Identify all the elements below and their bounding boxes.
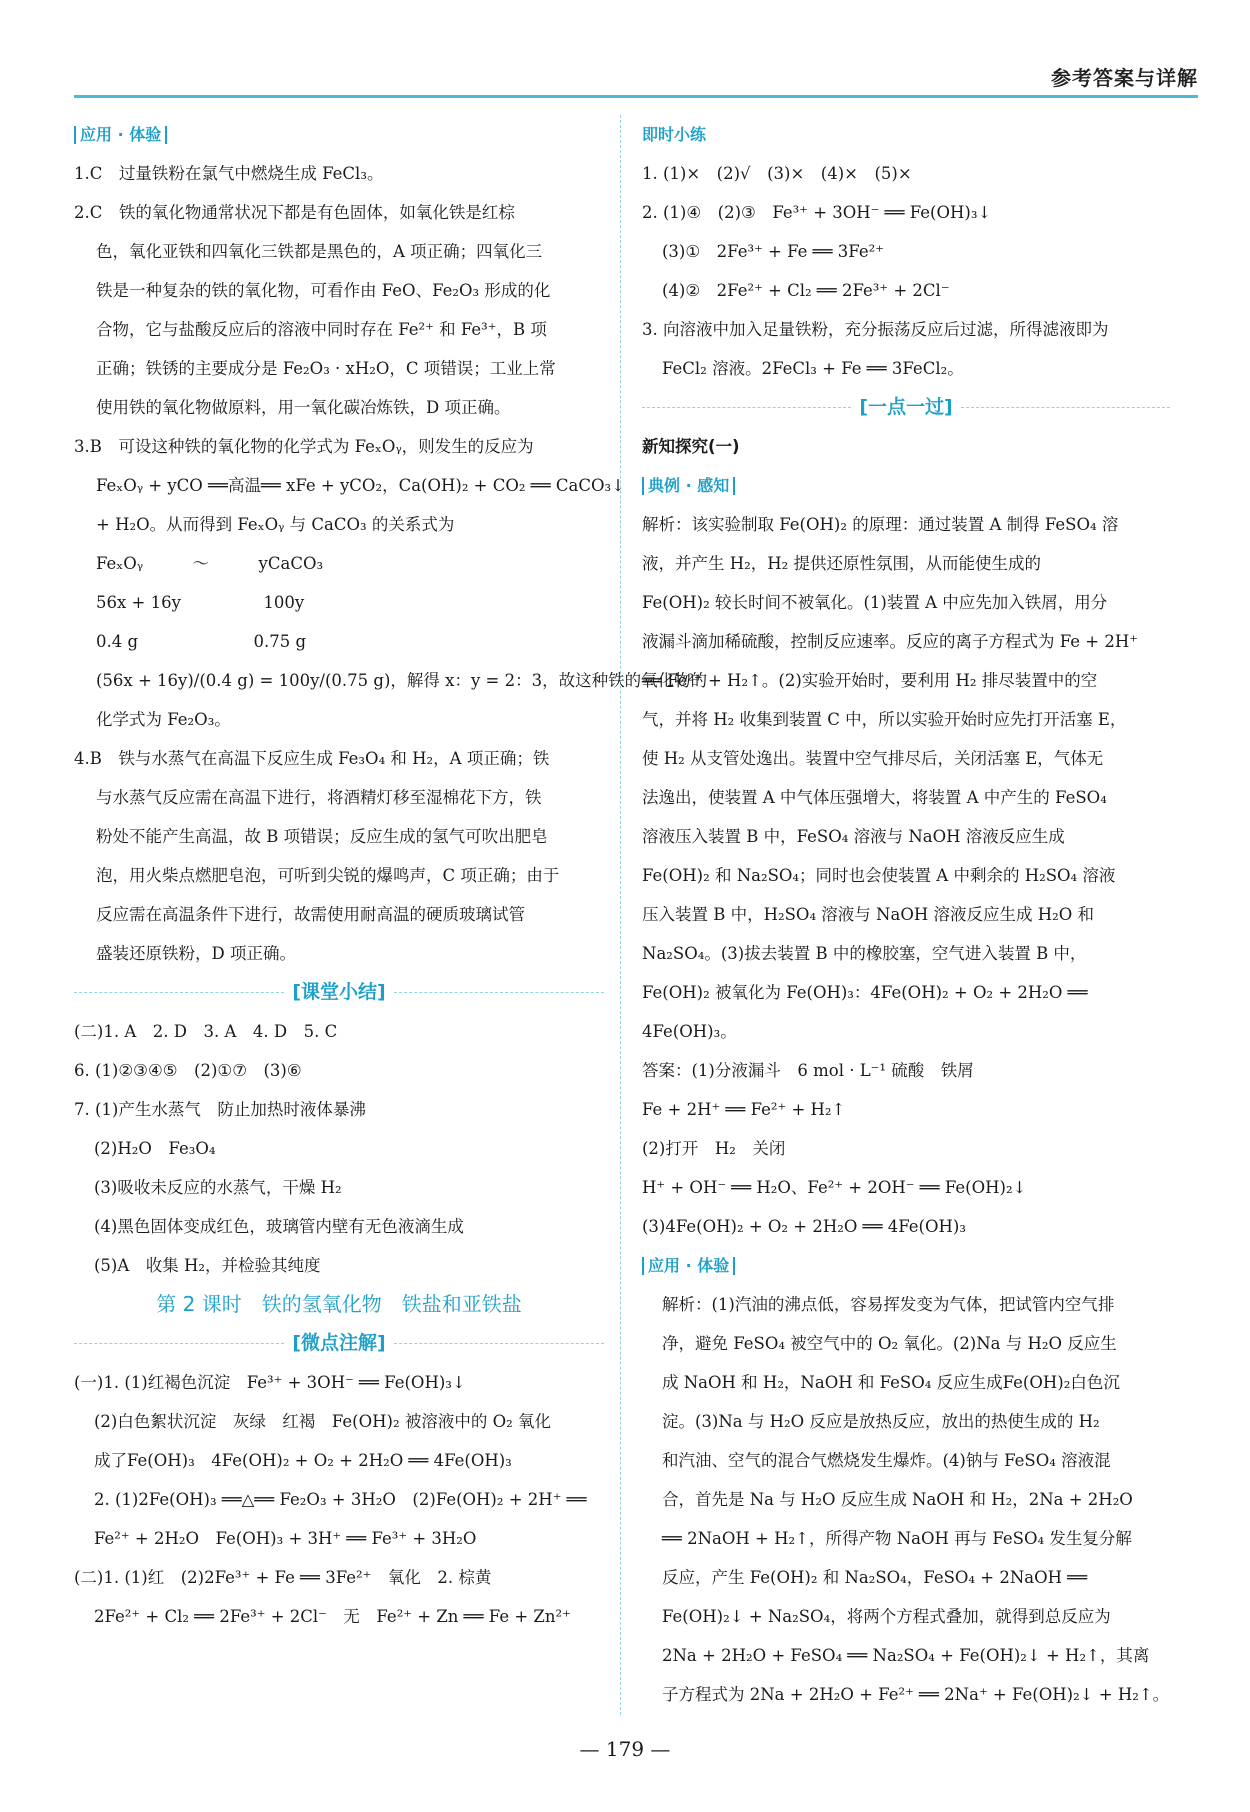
answer-line: Fe(OH)₂ 被氧化为 Fe(OH)₃：4Fe(OH)₂ + O₂ + 2H₂O ══ <box>642 983 1088 1002</box>
answer-line: H⁺ + OH⁻ ══ H₂O、Fe²⁺ + 2OH⁻ ══ Fe(OH)₂↓ <box>642 1178 1027 1197</box>
answer-line: 反应需在高温条件下进行，故需使用耐高温的硬质玻璃试管 <box>96 905 525 924</box>
answer-line: ══ Fe²⁺ + H₂↑。(2)实验开始时，要利用 H₂ 排尽装置中的空 <box>642 671 1098 690</box>
answer-line: FeCl₂ 溶液。2FeCl₃ + Fe ══ 3FeCl₂。 <box>662 359 964 378</box>
answer-line: 法逸出，使装置 A 中气体压强增大，将装置 A 中产生的 FeSO₄ <box>642 788 1107 807</box>
answer-line: 净，避免 FeSO₄ 被空气中的 O₂ 氧化。(2)Na 与 H₂O 反应生 <box>662 1334 1117 1353</box>
answer-line: 和汽油、空气的混合气燃烧发生爆炸。(4)钠与 FeSO₄ 溶液混 <box>662 1451 1111 1470</box>
answer-line: 化学式为 Fe₂O₃。 <box>96 710 231 729</box>
answer-line: 1.C 过量铁粉在氯气中燃烧生成 FeCl₃。 <box>74 164 384 183</box>
answer-line: Fe(OH)₂ 较长时间不被氧化。(1)装置 A 中应先加入铁屑，用分 <box>642 593 1108 612</box>
answer-line: 淀。(3)Na 与 H₂O 反应是放热反应，放出的热使生成的 H₂ <box>662 1412 1100 1431</box>
answer-line: + H₂O。从而得到 FeₓOᵧ 与 CaCO₃ 的关系式为 <box>96 515 455 534</box>
header-rule <box>74 95 1198 98</box>
answer-line: (3)4Fe(OH)₂ + O₂ + 2H₂O ══ 4Fe(OH)₃ <box>642 1217 966 1236</box>
answer-line: 液，并产生 H₂，H₂ 提供还原性氛围，从而能使生成的 <box>642 554 1041 573</box>
answer-line: 气，并将 H₂ 收集到装置 C 中，所以实验开始时应先打开活塞 E， <box>642 710 1127 729</box>
answer-line: Fe²⁺ + 2H₂O Fe(OH)₃ + 3H⁺ ══ Fe³⁺ + 3H₂O <box>94 1529 477 1548</box>
answer-line: (二)1. (1)红 (2)2Fe³⁺ + Fe ══ 3Fe²⁺ 氧化 2. 棕黄 <box>74 1568 492 1587</box>
answer-line: 解析：该实验制取 Fe(OH)₂ 的原理：通过装置 A 制得 FeSO₄ 溶 <box>642 515 1119 534</box>
section-tag-label: 应用 · 体验 <box>74 126 167 144</box>
answer-line: (2)白色絮状沉淀 灰绿 红褐 Fe(OH)₂ 被溶液中的 O₂ 氧化 <box>94 1412 551 1431</box>
answer-line: 4.B 铁与水蒸气在高温下反应生成 Fe₃O₄ 和 H₂，A 项正确；铁 <box>74 749 550 768</box>
page-header-title: 参考答案与详解 <box>1051 66 1198 90</box>
section-tag <box>642 466 1170 505</box>
answer-line: FeₓOᵧ ～ yCaCO₃ <box>96 554 324 573</box>
answer-line: (二)1. A 2. D 3. A 4. D 5. C <box>74 1022 338 1041</box>
answer-line: 答案：(1)分液漏斗 6 mol · L⁻¹ 硫酸 铁屑 <box>642 1061 974 1080</box>
answer-line: (一)1. (1)红褐色沉淀 Fe³⁺ + 3OH⁻ ══ Fe(OH)₃↓ <box>74 1373 466 1392</box>
answer-line: 3. 向溶液中加入足量铁粉，充分振荡反应后过滤，所得滤液即为 <box>642 320 1109 339</box>
section-heading <box>74 973 604 1012</box>
answer-line: 2.C 铁的氧化物通常状况下都是有色固体，如氧化铁是红棕 <box>74 203 515 222</box>
answer-line: FeₓOᵧ + yCO ══高温══ xFe + yCO₂，Ca(OH)₂ + CO₂ ══ CaCO₃↓ <box>96 476 625 495</box>
answer-line: 盛装还原铁粉，D 项正确。 <box>96 944 296 963</box>
answer-line: Fe + 2H⁺ ══ Fe²⁺ + H₂↑ <box>642 1100 846 1119</box>
answer-line: 液漏斗滴加稀硫酸，控制反应速率。反应的离子方程式为 Fe + 2H⁺ <box>642 632 1138 651</box>
answer-line: 合，首先是 Na 与 H₂O 反应生成 NaOH 和 H₂，2Na + 2H₂O <box>662 1490 1133 1509</box>
answer-line: Fe(OH)₂↓ + Na₂SO₄，将两个方程式叠加，就得到总反应为 <box>662 1607 1111 1626</box>
answer-line: 解析：(1)汽油的沸点低，容易挥发变为气体，把试管内空气排 <box>662 1295 1115 1314</box>
answer-line: 使 H₂ 从支管处逸出。装置中空气排尽后，关闭活塞 E，气体无 <box>642 749 1104 768</box>
answer-line: 合物，它与盐酸反应后的溶液中同时存在 Fe²⁺ 和 Fe³⁺，B 项 <box>96 320 547 339</box>
section-heading-label: [课堂小结] <box>292 981 386 1003</box>
answer-line: 56x + 16y 100y <box>96 593 305 612</box>
answer-line: 4Fe(OH)₃。 <box>642 1022 737 1041</box>
section-tag-label: 应用 · 体验 <box>642 1257 735 1275</box>
answer-line: 1. (1)× (2)√ (3)× (4)× (5)× <box>642 164 912 183</box>
answer-line: 泡，用火柴点燃肥皂泡，可听到尖锐的爆鸣声，C 项正确；由于 <box>96 866 560 885</box>
answer-line: 色，氧化亚铁和四氧化三铁都是黑色的，A 项正确；四氧化三 <box>96 242 543 261</box>
answer-line: (56x + 16y)/(0.4 g) = 100y/(0.75 g)，解得 x：y = 2：3，故这种铁的氧化物的 <box>96 671 708 690</box>
answer-line: (3)吸收未反应的水蒸气，干燥 H₂ <box>94 1178 342 1197</box>
answer-line: 与水蒸气反应需在高温下进行，将酒精灯移至湿棉花下方，铁 <box>96 788 542 807</box>
answer-line: 反应，产生 Fe(OH)₂ 和 Na₂SO₄，FeSO₄ + 2NaOH ══ <box>662 1568 1088 1587</box>
answer-line: (4)黑色固体变成红色，玻璃管内壁有无色液滴生成 <box>94 1217 464 1236</box>
column-divider <box>620 115 621 1715</box>
answer-line: 子方程式为 2Na + 2H₂O + Fe²⁺ ══ 2Na⁺ + Fe(OH)₂↓ + H₂↑。 <box>662 1685 1170 1704</box>
answer-line: 0.4 g 0.75 g <box>96 632 307 651</box>
answer-line: 溶液压入装置 B 中，FeSO₄ 溶液与 NaOH 溶液反应生成 <box>642 827 1065 846</box>
answer-line: 正确；铁锈的主要成分是 Fe₂O₃ · xH₂O，C 项错误；工业上常 <box>96 359 556 378</box>
answer-line: 成 NaOH 和 H₂，NaOH 和 FeSO₄ 反应生成Fe(OH)₂白色沉 <box>662 1373 1120 1392</box>
answer-line: 3.B 可设这种铁的氧化物的化学式为 FeₓOᵧ，则发生的反应为 <box>74 437 534 456</box>
answer-line: 粉处不能产生高温，故 B 项错误；反应生成的氢气可吹出肥皂 <box>96 827 548 846</box>
answer-line: 铁是一种复杂的铁的氧化物，可看作由 FeO、Fe₂O₃ 形成的化 <box>96 281 551 300</box>
answer-line: 2. (1)2Fe(OH)₃ ══△══ Fe₂O₃ + 3H₂O (2)Fe(OH)₂ + 2H⁺ ══ <box>94 1490 587 1509</box>
answer-line: 2Fe²⁺ + Cl₂ ══ 2Fe³⁺ + 2Cl⁻ 无 Fe²⁺ + Zn ══ Fe + Zn²⁺ <box>94 1607 571 1626</box>
subsection-title: 新知探究(一) <box>642 437 740 456</box>
section-heading-label: [一点一过] <box>859 396 953 418</box>
section-heading-label: [微点注解] <box>292 1332 386 1354</box>
section-tag-label: 典例 · 感知 <box>642 477 735 495</box>
lesson-title: 第 2 课时 铁的氢氧化物 铁盐和亚铁盐 <box>156 1292 522 1316</box>
answer-line: 7. (1)产生水蒸气 防止加热时液体暴沸 <box>74 1100 366 1119</box>
subsection-title: 即时小练 <box>642 125 707 144</box>
answer-line: (2)H₂O Fe₃O₄ <box>94 1139 216 1158</box>
answer-line: 2Na + 2H₂O + FeSO₄ ══ Na₂SO₄ + Fe(OH)₂↓ + H₂↑，其离 <box>662 1646 1150 1665</box>
answer-line: 6. (1)②③④⑤ (2)①⑦ (3)⑥ <box>74 1061 302 1080</box>
section-tag <box>74 115 604 154</box>
answer-line: (5)A 收集 H₂，并检验其纯度 <box>94 1256 321 1275</box>
answer-line: 使用铁的氧化物做原料，用一氧化碳冶炼铁，D 项正确。 <box>96 398 511 417</box>
answer-line: Fe(OH)₂ 和 Na₂SO₄；同时也会使装置 A 中剩余的 H₂SO₄ 溶液 <box>642 866 1116 885</box>
answer-line: 2. (1)④ (2)③ Fe³⁺ + 3OH⁻ ══ Fe(OH)₃↓ <box>642 203 992 222</box>
right-column <box>642 115 1170 1714</box>
answer-line: ══ 2NaOH + H₂↑，所得产物 NaOH 再与 FeSO₄ 发生复分解 <box>662 1529 1132 1548</box>
answer-line: 成了Fe(OH)₃ 4Fe(OH)₂ + O₂ + 2H₂O ══ 4Fe(OH)₃ <box>94 1451 512 1470</box>
answer-line: (4)② 2Fe²⁺ + Cl₂ ══ 2Fe³⁺ + 2Cl⁻ <box>662 281 950 300</box>
section-heading <box>642 388 1170 427</box>
section-heading <box>74 1324 604 1363</box>
section-tag <box>642 1246 1170 1285</box>
page-number: — 179 — <box>579 1737 671 1761</box>
answer-line: 压入装置 B 中，H₂SO₄ 溶液与 NaOH 溶液反应生成 H₂O 和 <box>642 905 1095 924</box>
answer-line: Na₂SO₄。(3)拔去装置 B 中的橡胶塞，空气进入装置 B 中， <box>642 944 1087 963</box>
answer-line: (3)① 2Fe³⁺ + Fe ══ 3Fe²⁺ <box>662 242 884 261</box>
answer-line: (2)打开 H₂ 关闭 <box>642 1139 786 1158</box>
